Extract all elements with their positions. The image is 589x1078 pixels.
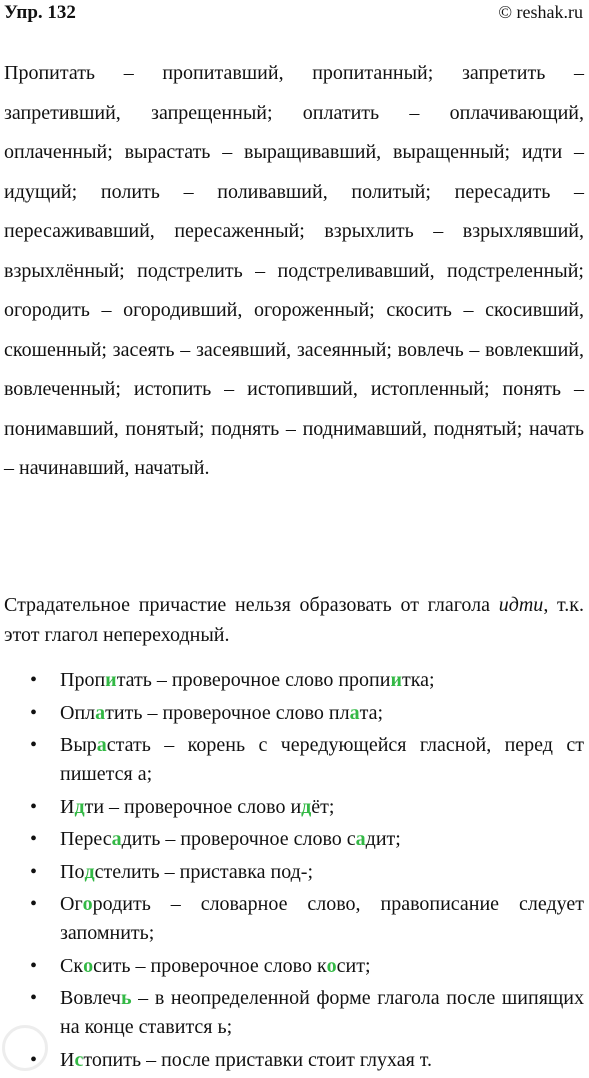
note-paragraph	[4, 590, 584, 650]
site-credit: © reshak.ru	[498, 2, 583, 22]
list-item: • Вовлечь – в неопределенной форме глагола после шипящих на конце ставится ь;	[4, 984, 584, 1042]
exercise-title: Упр. 132	[4, 2, 76, 23]
list-item: • Пропитать – проверочное слово пропиитка;	[4, 666, 584, 695]
list-item: • Огородить – словарное слово, правописание следует запомнить;	[4, 890, 584, 948]
explanation-list	[4, 666, 584, 1078]
note-before: Страдательное причастие нельзя образовать от глагола	[4, 594, 499, 616]
header	[4, 2, 583, 28]
answer-words: Пропитать – пропитавший, пропитанный; запретить – запретивший, запрещенный; оплатить – оплачивающий, оплаченный; вырастать – выращивавший, выращенный; идти – идущий; полить – поливавший, политый; пересадить – пересаживавший, пересаженный; взрыхлить – взрыхлявший, взрыхлённый; подстрелить – подстреливавший, подстреленный; огородить – огородивший, огороженный; скосить – скосивший, скошенный; засеять – засеявший, засеянный; вовлечь – вовлекший, вовлеченный; истопить – истопивший, истопленный; понять – понимавший, понятый; поднять – поднимавший, поднятый; начать – начинавший, начатый.	[4, 62, 584, 479]
list-item: • Скосить – проверочное слово косит;	[4, 952, 584, 981]
list-item: • Пересадить – проверочное слово садит;	[4, 825, 584, 854]
note-after: , т.к. этот глагол непереходный.	[4, 594, 584, 646]
note-verb: идти	[498, 594, 544, 616]
list-item: • Оплатить – проверочное слово плата;	[4, 699, 584, 728]
list-item: • Истопить – после приставки стоит глухая т.	[4, 1046, 584, 1075]
list-item: • Вырастать – корень с чередующейся гласной, перед ст пишется а;	[4, 731, 584, 789]
list-item: • Идти – проверочное слово идёт;	[4, 793, 584, 822]
list-item: • Подстелить – приставка под-;	[4, 858, 584, 887]
watermark-logo	[2, 1025, 48, 1071]
